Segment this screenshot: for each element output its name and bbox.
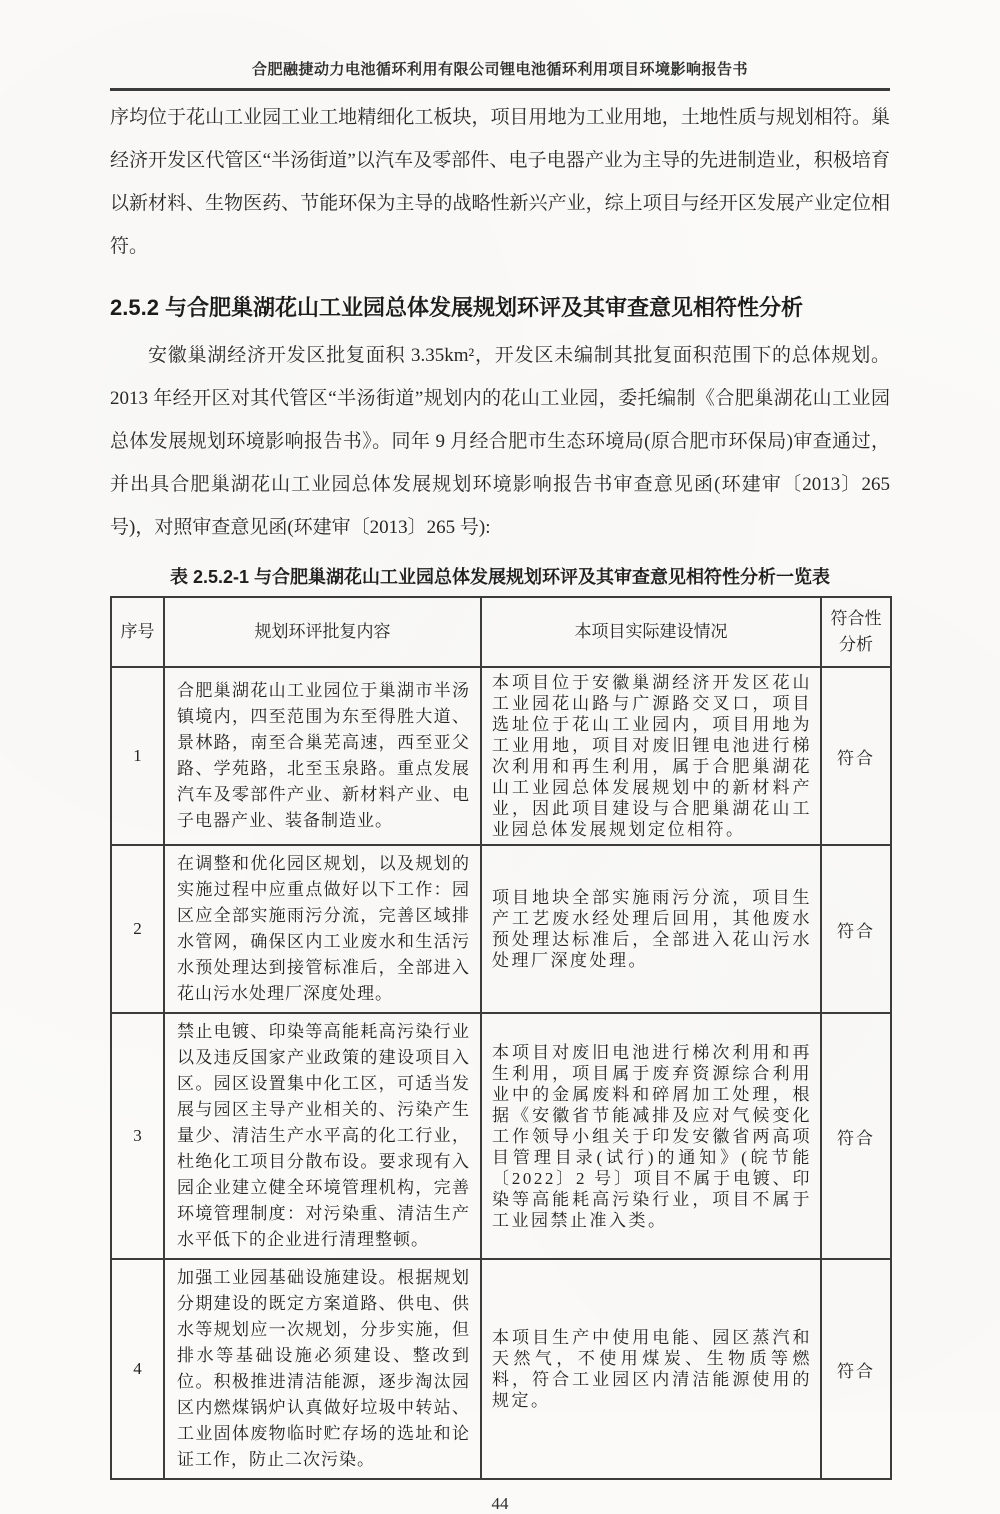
table-row [111,1013,891,1259]
table-header-conformity: 符合性分析 [821,597,891,667]
doc-header-title: 合肥融捷动力电池循环利用有限公司锂电池循环利用项目环境影响报告书 [251,61,748,78]
cell-row-no: 2 [111,845,164,1013]
table-row [111,667,891,845]
body-paragraph-1: 序均位于花山工业园工业工地精细化工板块，项目用地为工业用地，土地性质与规划相符。巢经济开发区代管区“半汤街道”以汽车及零部件、电子电器产业为主导的先进制造业，积极培育以新材料、生物医药、节能环保为主导的战略性新兴产业，综上项目与经开区发展产业定位相符。 [110,107,890,257]
table-header-no: 序号 [111,597,164,667]
table-row [111,1259,891,1479]
section-heading-2-5-2: 2.5.2 与合肥巢湖花山工业园总体发展规划环评及其审查意见相符性分析 [110,295,804,320]
cell-requirement: 禁止电镀、印染等高能耗高污染行业以及违反国家产业政策的建设项目入区。园区设置集中化工区，可适当发展与园区主导产业相关的、污染产生量少、清洁生产水平高的化工行业，杜绝化工项目分散布设。要求现有入园企业建立健全环境管理机构，完善环境管理制度：对污染重、清洁生产水平低下的企业进行清理整顿。 [164,1013,481,1259]
cell-conformity: 符合 [821,1259,891,1479]
cell-actual: 项目地块全部实施雨污分流，项目生产工艺废水经处理后回用，其他废水预处理达标准后，全部进入花山污水处理厂深度处理。 [481,845,821,1013]
cell-conformity: 符合 [821,667,891,845]
cell-requirement: 合肥巢湖花山工业园位于巢湖市半汤镇境内，四至范围为东至得胜大道、景林路，南至合巢芜高速，西至亚父路、学苑路，北至玉泉路。重点发展汽车及零部件产业、新材料产业、电子电器产业、装备制造业。 [164,667,481,845]
cell-conformity: 符合 [821,845,891,1013]
page-number: 44 [491,1494,509,1513]
header-rule-divider [110,88,890,91]
cell-requirement: 加强工业园基础设施建设。根据规划分期建设的既定方案道路、供电、供水等规划应一次规划，分步实施，但排水等基础设施必须建设、整改到位。积极推进清洁能源，逐步淘汰园区内燃煤锅炉认真做好垃圾中转站、工业固体废物临时贮存场的选址和论证工作，防止二次污染。 [164,1259,481,1479]
cell-actual: 本项目生产中使用电能、园区蒸汽和天然气，不使用煤炭、生物质等燃料，符合工业园区内清洁能源使用的规定。 [481,1259,821,1479]
table-header-actual: 本项目实际建设情况 [481,597,821,667]
table-header-requirement: 规划环评批复内容 [164,597,481,667]
cell-row-no: 1 [111,667,164,845]
body-paragraph-2: 安徽巢湖经济开发区批复面积 3.35km²，开发区未编制其批复面积范围下的总体规划。2013 年经开区对其代管区“半汤街道”规划内的花山工业园，委托编制《合肥巢湖花山工业园总体发展规划环境影响报告书》。同年 9 月经合肥市生态环境局(原合肥市环保局)审查通过，并出具合肥巢湖花山工业园总体发展规划环境影响报告书审查意见函(环建审〔2013〕265 号)，对照审查意见函(环建审〔2013〕265 号): [110,345,890,538]
table-row [111,845,891,1013]
cell-row-no: 3 [111,1013,164,1259]
table-header-row [111,597,891,667]
cell-conformity: 符合 [821,1013,891,1259]
cell-actual: 本项目对废旧电池进行梯次利用和再生利用，项目属于废弃资源综合利用业中的金属废料和碎屑加工处理，根据《安徽省节能减排及应对气候变化工作领导小组关于印发安徽省两高项目管理目录(试行)的通知》(皖节能〔2022〕2 号〕项目不属于电镀、印染等高能耗高污染行业，项目不属于工业园禁止准入类。 [481,1013,821,1259]
cell-actual: 本项目位于安徽巢湖经济开发区花山工业园花山路与广源路交叉口，项目选址位于花山工业园内，项目用地为工业用地，项目对废旧锂电池进行梯次利用和再生利用，属于合肥巢湖花山工业园总体发展规划中的新材料产业，因此项目建设与合肥巢湖花山工业园总体发展规划定位相符。 [481,667,821,845]
table-title: 表 2.5.2-1 与合肥巢湖花山工业园总体发展规划环评及其审查意见相符性分析一览表 [169,567,831,587]
cell-row-no: 4 [111,1259,164,1479]
compliance-table [110,596,892,1480]
cell-requirement: 在调整和优化园区规划，以及规划的实施过程中应重点做好以下工作：园区应全部实施雨污分流，完善区域排水管网，确保区内工业废水和生活污水预处理达到接管标准后，全部进入花山污水处理厂深度处理。 [164,845,481,1013]
